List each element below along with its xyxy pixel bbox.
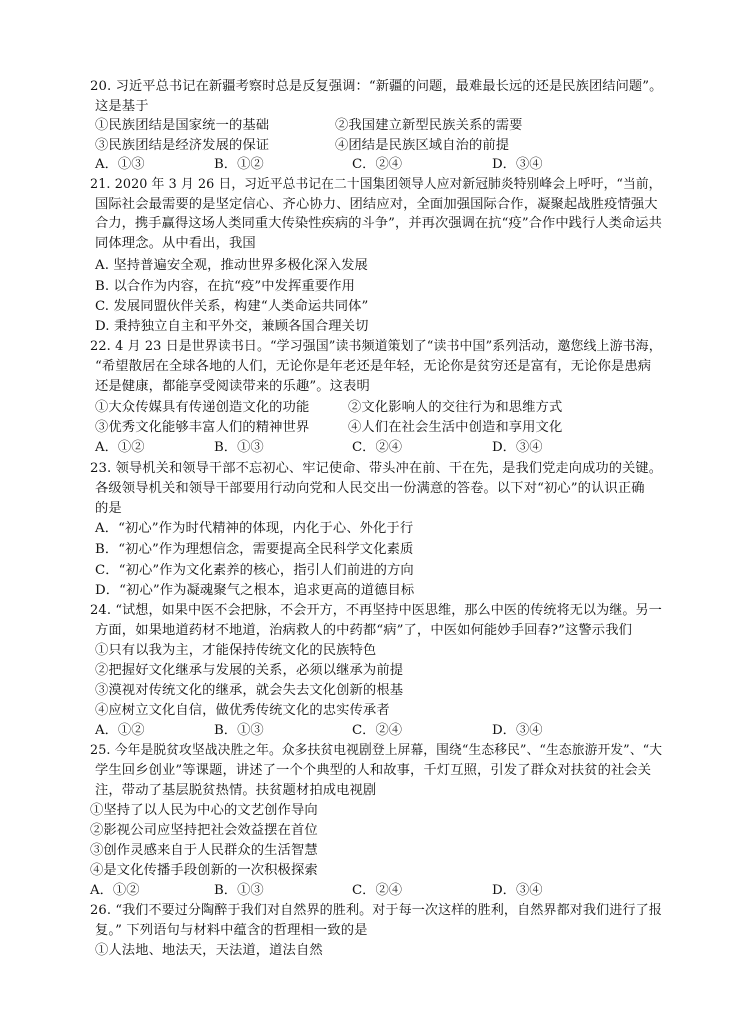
q25-option-d: D．③④ (492, 883, 543, 898)
q23-option-a: A．“初心”作为时代精神的体现，内化于心、外化于行 (95, 521, 414, 536)
q25-stem-line1: 25. 今年是脱贫攻坚战决胜之年。众多扶贫电视剧登上屏幕，围绕“生态移民”、“生态旅游开发”、“大 (90, 743, 663, 758)
q24-stem-line1: 24. “试想，如果中医不会把脉，不会开方，不再坚持中医思维，那么中医的传统将无以为继。另一 (90, 603, 662, 618)
q23-option-c: C．“初心”作为文化素养的核心，指引人们前进的方向 (95, 563, 414, 578)
q22-option-d: D．③④ (492, 440, 543, 455)
q26-stem-line2: 复。” 下列语句与材料中蕴含的哲理相一致的是 (95, 923, 368, 938)
q23-option-b: B．“初心”作为理想信念，需要提高全民科学文化素质 (95, 542, 414, 557)
q21-stem-line2: 国际社会最需要的是坚定信心、齐心协力、团结应对，全面加强国际合作，凝聚起战胜疫情强大 (95, 197, 658, 212)
q23-stem-line2: 各级领导机关和领导干部要用行动向党和人民交出一份满意的答卷。以下对“初心”的认识正确 (95, 481, 645, 496)
q24-statement-3: ③漠视对传统文化的继承，就会失去文化创新的根基 (95, 683, 404, 698)
q20-statement-3: ③民族团结是经济发展的保证 (95, 138, 270, 153)
q22-stem-line2: “希望散居在全球各地的人们，无论你是年老还是年轻，无论你是贫穷还是富有，无论你是患病 (95, 359, 652, 374)
q25-stem-line2: 学生回乡创业”等课题，讲述了一个个典型的人和故事，千灯互照，引发了群众对扶贫的社会关 (95, 763, 652, 778)
q21-stem-line3: 合力，携手赢得这场人类同重大传染性疾病的斗争”，并再次强调在抗“疫”合作中践行人类命运共 (95, 216, 662, 231)
q20-stem-line1: 20. 习近平总书记在新疆考察时总是反复强调：“新疆的问题，最难最长远的还是民族团结问题”。 (90, 79, 663, 94)
q21-stem-line1: 21. 2020 年 3 月 26 日，习近平总书记在二十国集团领导人应对新冠肺炎特别峰会上呼吁，“当前， (90, 177, 662, 192)
q22-statement-4: ④人们在社会生活中创造和享用文化 (348, 420, 563, 435)
q22-option-a: A．①② (95, 440, 145, 455)
q25-statement-4: ④是文化传播手段创新的一次积极探索 (90, 863, 318, 878)
q25-statement-1: ①坚持了以人民为中心的文艺创作导向 (90, 803, 318, 818)
q25-option-c: C．②④ (352, 883, 403, 898)
q20-option-a: A．①③ (95, 157, 145, 172)
q20-statement-4: ④团结是民族区域自治的前提 (335, 138, 510, 153)
q21-option-c: C. 发展同盟伙伴关系，构建“人类命运共同体” (95, 299, 369, 314)
q21-option-d: D. 秉持独立自主和平外交，兼顾各国合理关切 (95, 319, 369, 334)
q20-option-c: C．②④ (352, 157, 403, 172)
q20-stem-line2: 这是基于 (95, 99, 149, 114)
q22-option-c: C．②④ (352, 440, 403, 455)
q20-option-b: B．①② (214, 157, 264, 172)
q24-statement-1: ①只有以我为主，才能保持传统文化的民族特色 (95, 643, 377, 658)
q20-statement-1: ①民族团结是国家统一的基础 (95, 118, 270, 133)
q21-option-a: A. 坚持普遍安全观，推动世界多极化深入发展 (95, 258, 368, 273)
q25-option-b: B．①③ (214, 883, 264, 898)
q25-stem-line3: 注，带动了基层脱贫热情。扶贫题材拍成电视剧 (95, 783, 377, 798)
q22-stem-line1: 22. 4 月 23 日是世界读书日。“学习强国”读书频道策划了“读书中国”系列活动，邀您线上游书海， (90, 339, 662, 354)
q24-option-d: D．③④ (492, 723, 543, 738)
q24-option-a: A．①② (95, 723, 145, 738)
q25-option-a: A．①② (90, 883, 140, 898)
q22-option-b: B．①③ (214, 440, 264, 455)
q22-stem-line3: 还是健康，都能享受阅读带来的乐趣”。这表明 (95, 379, 370, 394)
q24-option-c: C．②④ (352, 723, 403, 738)
q21-option-b: B. 以合作为内容，在抗“疫”中发挥重要作用 (95, 279, 356, 294)
q26-stem-line1: 26. “我们不要过分陶醉于我们对自然界的胜利。对于每一次这样的胜利，自然界都对我们进行了报 (90, 903, 662, 918)
q24-statement-2: ②把握好文化继承与发展的关系，必须以继承为前提 (95, 663, 404, 678)
q25-statement-2: ②影视公司应坚持把社会效益摆在首位 (90, 823, 318, 838)
q24-option-b: B．①③ (214, 723, 264, 738)
q23-stem-line3: 的是 (95, 501, 122, 516)
q22-statement-2: ②文化影响人的交往行为和思维方式 (348, 400, 563, 415)
q21-stem-line4: 同体理念。从中看出，我国 (95, 236, 256, 251)
q22-statement-3: ③优秀文化能够丰富人们的精神世界 (95, 420, 310, 435)
q23-stem-line1: 23. 领导机关和领导干部不忘初心、牢记使命、带头冲在前、干在先，是我们党走向成功的关键。 (90, 461, 663, 476)
q24-stem-line2: 方面，如果地道药材不地道，治病救人的中药都“病”了，中医如何能妙手回春?”这警示我们 (95, 623, 633, 638)
q20-option-d: D．③④ (492, 157, 543, 172)
q25-statement-3: ③创作灵感来自于人民群众的生活智慧 (90, 843, 318, 858)
q22-statement-1: ①大众传媒具有传递创造文化的功能 (95, 400, 310, 415)
q20-statement-2: ②我国建立新型民族关系的需要 (335, 118, 523, 133)
q23-option-d: D．“初心”作为凝魂聚气之根本，追求更高的道德目标 (95, 583, 415, 598)
q26-statement-1: ①人法地、地法天，天法道，道法自然 (95, 943, 323, 958)
q24-statement-4: ④应树立文化自信，做优秀传统文化的忠实传承者 (95, 703, 390, 718)
